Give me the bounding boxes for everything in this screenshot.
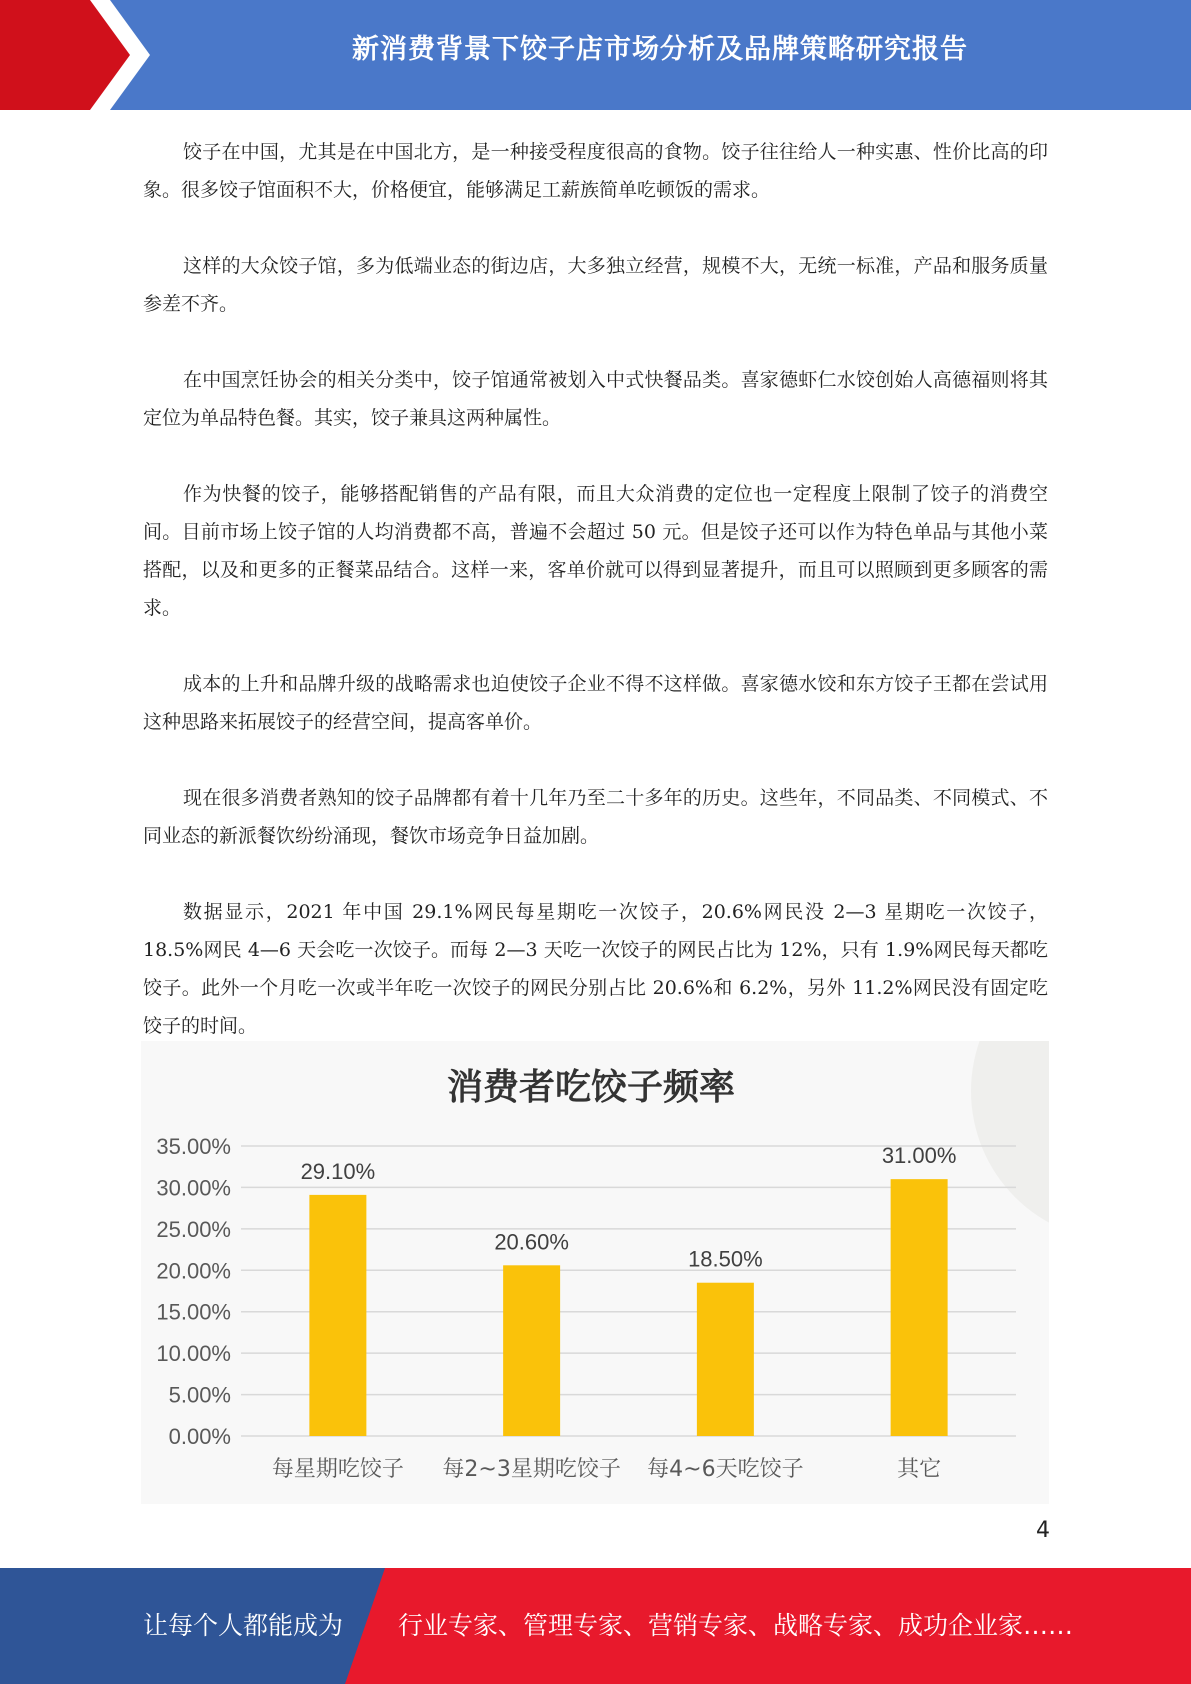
y-tick-label: 5.00% [168, 1382, 231, 1408]
y-tick-label: 25.00% [156, 1216, 231, 1242]
page-number: 4 [1036, 1518, 1050, 1543]
page-header [0, 0, 1191, 110]
report-title: 新消费背景下饺子店市场分析及品牌策略研究报告 [352, 34, 968, 65]
footer-slogan-right: 行业专家、管理专家、营销专家、战略专家、成功企业家…… [398, 1611, 1074, 1640]
bar-value-label: 18.50% [688, 1246, 763, 1272]
x-category-label: 每2~3星期吃饺子 [442, 1457, 621, 1482]
paragraph-7: 数据显示，2021 年中国 29.1%网民每星期吃一次饺子，20.6%网民没 2—3 星期吃一次饺子，18.5%网民 4—6 天会吃一次饺子。而每 2—3 天吃一次饺子的网民占比为 12%，只有 1.9%网民每天都吃饺子。此外一个月吃一次或半年吃一次饺子的网民分别占比 20.6%和 6.2%，另外 11.2%网民没有固定吃饺子的时间。 [143, 901, 1048, 1037]
bar [891, 1179, 948, 1436]
bar-value-label: 20.60% [494, 1229, 569, 1255]
paragraph-1: 饺子在中国，尤其是在中国北方，是一种接受程度很高的食物。饺子往往给人一种实惠、性价比高的印象。很多饺子馆面积不大，价格便宜，能够满足工薪族简单吃顿饭的需求。 [143, 141, 1048, 201]
paragraph-4: 作为快餐的饺子，能够搭配销售的产品有限，而且大众消费的定位也一定程度上限制了饺子的消费空间。目前市场上饺子馆的人均消费都不高，普遍不会超过 50 元。但是饺子还可以作为特色单品与其他小菜搭配，以及和更多的正餐菜品结合。这样一来，客单价就可以得到显著提升，而且可以照顾到更多顾客的需求。 [143, 483, 1048, 619]
chart-x-axis [272, 1457, 941, 1482]
y-tick-label: 30.00% [156, 1175, 231, 1201]
x-category-label: 其它 [897, 1457, 942, 1482]
bar-value-label: 29.10% [300, 1158, 376, 1184]
body-text [143, 133, 1048, 1045]
x-category-label: 每4~6天吃饺子 [647, 1457, 804, 1482]
y-tick-label: 35.00% [156, 1134, 231, 1159]
paragraph-2: 这样的大众饺子馆，多为低端业态的街边店，大多独立经营，规模不大，无统一标准，产品和服务质量参差不齐。 [143, 255, 1048, 315]
bar [309, 1195, 366, 1436]
y-tick-label: 0.00% [168, 1424, 231, 1449]
chart-background-shape [971, 1041, 1049, 1241]
y-tick-label: 20.00% [156, 1258, 231, 1284]
bar [697, 1283, 754, 1436]
paragraph-5: 成本的上升和品牌升级的战略需求也迫使饺子企业不得不这样做。喜家德水饺和东方饺子王都在尝试用这种思路来拓展饺子的经营空间，提高客单价。 [143, 673, 1048, 733]
bar-value-label: 31.00% [881, 1143, 957, 1169]
chart-canvas [141, 1041, 1049, 1504]
footer-slogan-left: 让每个人都能成为 [143, 1611, 344, 1640]
paragraph-6: 现在很多消费者熟知的饺子品牌都有着十几年乃至二十多年的历史。这些年，不同品类、不同模式、不同业态的新派餐饮纷纷涌现，餐饮市场竞争日益加剧。 [143, 787, 1048, 847]
chart-y-axis [156, 1134, 231, 1449]
chart-title: 消费者吃饺子频率 [446, 1066, 736, 1108]
page-footer [0, 1568, 1191, 1684]
paragraph-3: 在中国烹饪协会的相关分类中，饺子馆通常被划入中式快餐品类。喜家德虾仁水饺创始人高德福则将其定位为单品特色餐。其实，饺子兼具这两种属性。 [143, 369, 1048, 429]
x-category-label: 每星期吃饺子 [271, 1457, 404, 1482]
bar [503, 1265, 560, 1436]
y-tick-label: 10.00% [156, 1341, 231, 1367]
y-tick-label: 15.00% [156, 1299, 231, 1325]
bar-chart [141, 1041, 1049, 1504]
